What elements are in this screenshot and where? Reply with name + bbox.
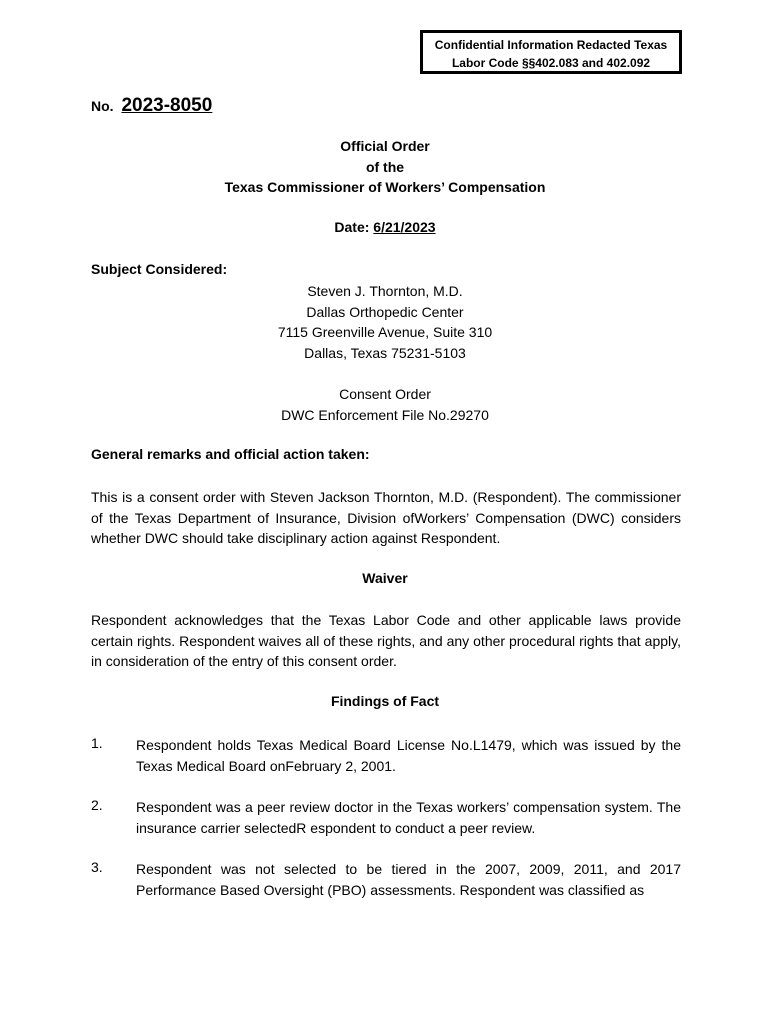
title-line2: of the [365, 158, 405, 175]
subject-file-no: DWC Enforcement File No.29270 [281, 406, 489, 423]
finding-1-text: Respondent holds Texas Medical Board License No.L1479, which was issued by the Texas Medical Board onFebruary 2, 2001. [136, 737, 681, 774]
order-number-label: No. [91, 98, 114, 114]
confidential-notice-box [420, 30, 682, 74]
confidential-notice-line1: Confidential Information Redacted Texas [434, 38, 668, 52]
order-number [91, 95, 212, 117]
finding-3-text: Respondent was not selected to be tiered in the 2007, 2009, 2011, and 2017 Performance Based Oversight (PBO) assessments. Respondent was classified as [136, 861, 681, 898]
finding-2-number: 2. [91, 797, 103, 813]
waiver-heading: Waiver [362, 570, 408, 586]
finding-1-number: 1. [91, 735, 103, 751]
general-heading: General remarks and official action taken: [91, 446, 370, 462]
subject-order-type: Consent Order [339, 386, 431, 402]
subject-city: Dallas, Texas 75231-5103 [304, 344, 466, 361]
order-date [0, 219, 770, 235]
subject-address [0, 281, 770, 363]
date-label: Date: [334, 219, 370, 235]
subject-org: Dallas Orthopedic Center [306, 303, 464, 320]
order-number-value: 2023-8050 [121, 95, 213, 116]
findings-heading: Findings of Fact [330, 693, 440, 709]
date-value: 6/21/2023 [373, 219, 436, 235]
title-line1: Official Order [340, 138, 430, 154]
finding-3-number: 3. [91, 859, 103, 875]
finding-2-text: Respondent was a peer review doctor in the Texas workers’ compensation system. The insurance carrier selectedR espondent to conduct a peer review. [136, 799, 681, 836]
title-line3: Texas Commissioner of Workers’ Compensation [224, 179, 546, 195]
order-title [0, 136, 770, 198]
general-paragraph: This is a consent order with Steven Jackson Thornton, M.D. (Respondent). The commissioner of the Texas Department of Insurance, Division ofWorkers’ Compensation (DWC) considers whether DWC should take disciplinary action against Respondent. [91, 489, 681, 547]
subject-heading: Subject Considered: [91, 261, 228, 277]
subject-street: 7115 Greenville Avenue, Suite 310 [277, 324, 493, 340]
subject-order-info [0, 384, 770, 425]
confidential-notice-line2: Labor Code §§402.083 and 402.092 [451, 56, 651, 70]
subject-name: Steven J. Thornton, M.D. [307, 283, 463, 299]
waiver-paragraph: Respondent acknowledges that the Texas Labor Code and other applicable laws provide certain rights. Respondent waives all of these rights, and any other procedural rights that apply, in consideration of the entry of this consent order. [91, 612, 681, 670]
